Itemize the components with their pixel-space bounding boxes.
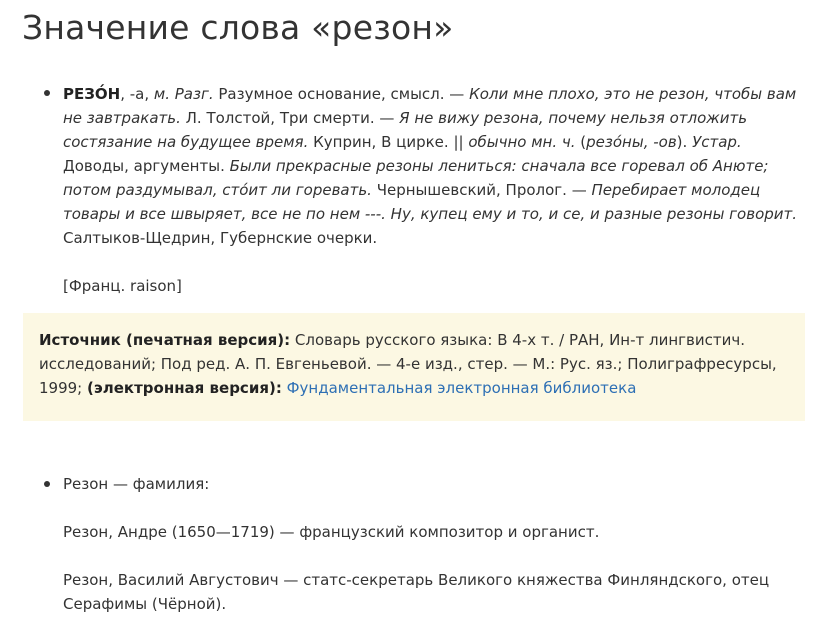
source-chernyshevsky: Чернышевский, Пролог. — [371,181,592,199]
etymology: [Франц. raison] [63,277,182,295]
source-box [23,313,805,421]
dictionary-entry [63,82,811,298]
quote-tolstoy: Коли мне плохо, это не резон, чтобы вам не завтракать. [63,85,797,127]
quote-saltykov: Перебирает молодец товары и все швыряет, все не по нем ---. Ну, купец ему и то, и се, и разные резоны говорит. [63,181,798,223]
fundamental-library-link[interactable]: Фундаментальная электронная библиотека [286,379,637,397]
person-vasily: Резон, Василий Августович — статс-секретарь Великого княжества Финляндского, отец Серафимы (Чёрной). [63,571,770,613]
quote-chernyshevsky: Были прекрасные резоны лениться: сначала все горевал об Анюте; потом раздумывал, сто́ит ли горевать. [63,157,769,199]
source-saltykov: Салтыков-Щедрин, Губернские очерки. [63,229,378,247]
paren-close: ). [676,133,693,151]
surname-bullet [44,481,50,487]
grammar-forms: , -а, [120,85,154,103]
source-kuprin: Куприн, В цирке. || [308,133,469,151]
plural-note: обычно мн. ч. [468,133,576,151]
page-title: Значение слова «резон» [22,8,454,47]
entry-bullet [44,90,50,96]
definition: Разумное основание, смысл. — [213,85,470,103]
surname-heading: Резон — фамилия: [63,475,210,493]
headword: РЕЗО́Н [63,85,121,103]
sense-two: Доводы, аргументы. [63,157,230,175]
source-tolstoy: Л. Толстой, Три смерти. — [180,109,400,127]
source-electronic-label: (электронная версия): [87,379,282,397]
quote-kuprin: Я не вижу резона, почему нельзя отложить состязание на будущее время. [63,109,748,151]
entry-text [63,82,811,250]
grammar-marks: м. Разг. [153,85,214,103]
surname-list [63,472,811,616]
source-print-text: Словарь русского языка: В 4-х т. / РАН, Ин-т лингвистич. исследований; Под ред. А. П. Евгеньевой. — 4-е изд., стер. — М.: Рус. яз.; Полиграфресурсы, 1999; [39,331,777,397]
person-andre: Резон, Андре (1650—1719) — французский композитор и органист. [63,523,600,541]
style-mark: Устар. [692,133,742,151]
paren-open: ( [575,133,587,151]
source-print-label: Источник (печатная версия): [39,331,291,349]
plural-form: резо́ны, -ов [586,133,677,151]
